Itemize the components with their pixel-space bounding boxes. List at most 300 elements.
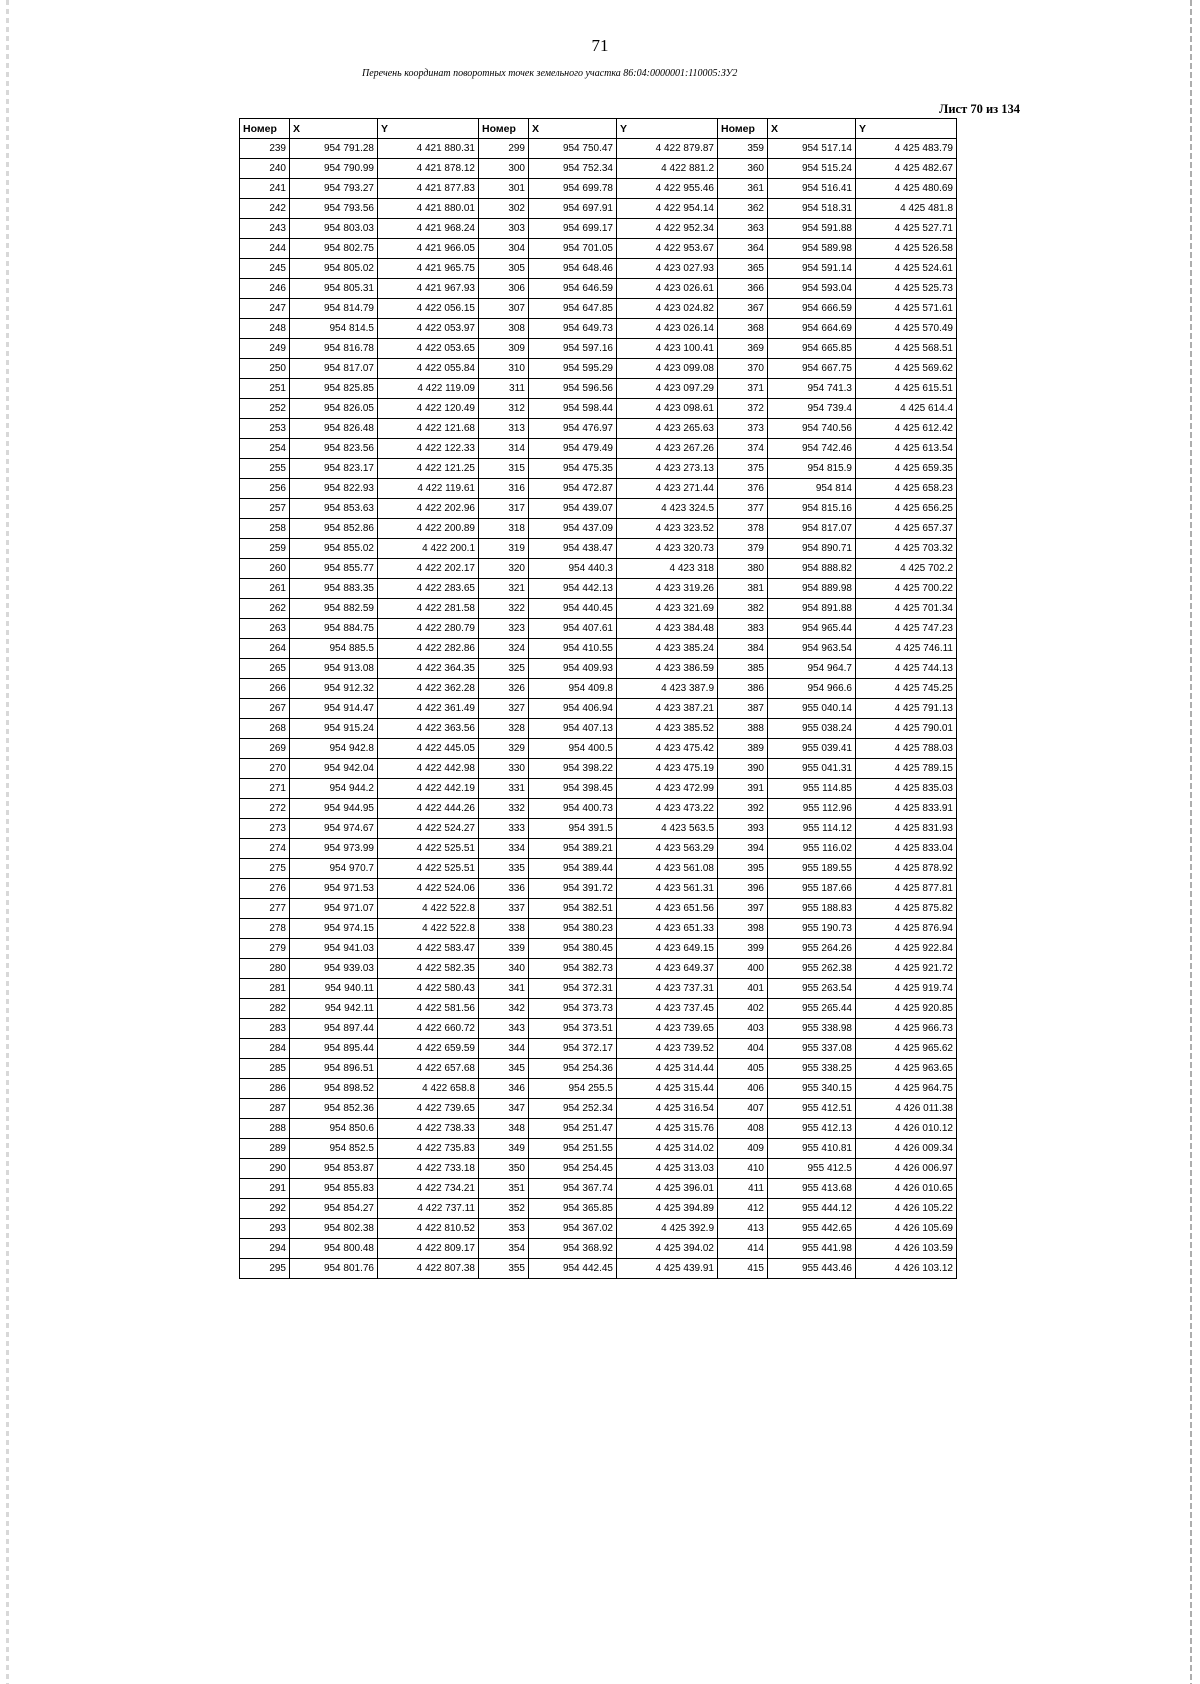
point-number-cell: 278: [240, 919, 290, 939]
table-row: [240, 539, 957, 559]
y-coordinate-cell: 4 425 394.89: [617, 1199, 718, 1219]
table-row: [240, 579, 957, 599]
x-coordinate-cell: 954 368.92: [529, 1239, 617, 1259]
y-coordinate-cell: 4 425 746.11: [856, 639, 957, 659]
y-coordinate-cell: 4 423 323.52: [617, 519, 718, 539]
point-number-cell: 261: [240, 579, 290, 599]
x-coordinate-cell: 954 882.59: [290, 599, 378, 619]
table-row: [240, 939, 957, 959]
point-number-cell: 411: [718, 1179, 768, 1199]
y-coordinate-cell: 4 425 612.42: [856, 419, 957, 439]
y-coordinate-cell: 4 425 480.69: [856, 179, 957, 199]
x-coordinate-cell: 954 438.47: [529, 539, 617, 559]
point-number-cell: 335: [479, 859, 529, 879]
y-coordinate-cell: 4 423 561.31: [617, 879, 718, 899]
y-coordinate-cell: 4 421 965.75: [378, 259, 479, 279]
point-number-cell: 332: [479, 799, 529, 819]
point-number-cell: 398: [718, 919, 768, 939]
point-number-cell: 412: [718, 1199, 768, 1219]
y-coordinate-cell: 4 425 921.72: [856, 959, 957, 979]
y-coordinate-cell: 4 423 651.56: [617, 899, 718, 919]
point-number-cell: 349: [479, 1139, 529, 1159]
y-coordinate-cell: 4 421 967.93: [378, 279, 479, 299]
x-coordinate-cell: 955 337.08: [768, 1039, 856, 1059]
point-number-cell: 319: [479, 539, 529, 559]
x-coordinate-cell: 954 852.86: [290, 519, 378, 539]
y-coordinate-cell: 4 425 833.91: [856, 799, 957, 819]
y-coordinate-cell: 4 422 581.56: [378, 999, 479, 1019]
point-number-cell: 387: [718, 699, 768, 719]
x-coordinate-cell: 955 338.25: [768, 1059, 856, 1079]
x-coordinate-cell: 954 883.35: [290, 579, 378, 599]
point-number-cell: 328: [479, 719, 529, 739]
x-coordinate-cell: 954 888.82: [768, 559, 856, 579]
x-coordinate-cell: 954 815.9: [768, 459, 856, 479]
table-row: [240, 179, 957, 199]
x-coordinate-cell: 954 382.73: [529, 959, 617, 979]
header-number-3: Номер: [718, 119, 768, 139]
x-coordinate-cell: 954 897.44: [290, 1019, 378, 1039]
x-coordinate-cell: 954 646.59: [529, 279, 617, 299]
point-number-cell: 241: [240, 179, 290, 199]
x-coordinate-cell: 954 793.56: [290, 199, 378, 219]
x-coordinate-cell: 954 939.03: [290, 959, 378, 979]
y-coordinate-cell: 4 423 027.93: [617, 259, 718, 279]
x-coordinate-cell: 954 739.4: [768, 399, 856, 419]
coordinates-table: [239, 118, 957, 1279]
point-number-cell: 318: [479, 519, 529, 539]
point-number-cell: 280: [240, 959, 290, 979]
point-number-cell: 239: [240, 139, 290, 159]
table-row: [240, 1039, 957, 1059]
x-coordinate-cell: 954 850.6: [290, 1119, 378, 1139]
x-coordinate-cell: 954 476.97: [529, 419, 617, 439]
x-coordinate-cell: 954 701.05: [529, 239, 617, 259]
y-coordinate-cell: 4 425 878.92: [856, 859, 957, 879]
table-row: [240, 759, 957, 779]
x-coordinate-cell: 954 440.45: [529, 599, 617, 619]
point-number-cell: 380: [718, 559, 768, 579]
x-coordinate-cell: 954 817.07: [290, 359, 378, 379]
y-coordinate-cell: 4 425 569.62: [856, 359, 957, 379]
x-coordinate-cell: 954 852.36: [290, 1099, 378, 1119]
table-body: [240, 139, 957, 1279]
point-number-cell: 274: [240, 839, 290, 859]
point-number-cell: 308: [479, 319, 529, 339]
x-coordinate-cell: 954 410.55: [529, 639, 617, 659]
header-number-2: Номер: [479, 119, 529, 139]
x-coordinate-cell: 954 801.76: [290, 1259, 378, 1279]
y-coordinate-cell: 4 422 525.51: [378, 859, 479, 879]
point-number-cell: 331: [479, 779, 529, 799]
y-coordinate-cell: 4 422 580.43: [378, 979, 479, 999]
point-number-cell: 364: [718, 239, 768, 259]
table-row: [240, 719, 957, 739]
x-coordinate-cell: 954 699.17: [529, 219, 617, 239]
point-number-cell: 305: [479, 259, 529, 279]
header-number-1: Номер: [240, 119, 290, 139]
x-coordinate-cell: 955 338.98: [768, 1019, 856, 1039]
point-number-cell: 355: [479, 1259, 529, 1279]
table-row: [240, 699, 957, 719]
point-number-cell: 408: [718, 1119, 768, 1139]
x-coordinate-cell: 954 518.31: [768, 199, 856, 219]
x-coordinate-cell: 954 790.99: [290, 159, 378, 179]
point-number-cell: 346: [479, 1079, 529, 1099]
x-coordinate-cell: 954 373.73: [529, 999, 617, 1019]
y-coordinate-cell: 4 422 953.67: [617, 239, 718, 259]
point-number-cell: 284: [240, 1039, 290, 1059]
y-coordinate-cell: 4 425 570.49: [856, 319, 957, 339]
y-coordinate-cell: 4 423 475.42: [617, 739, 718, 759]
x-coordinate-cell: 954 697.91: [529, 199, 617, 219]
y-coordinate-cell: 4 422 053.65: [378, 339, 479, 359]
y-coordinate-cell: 4 422 879.87: [617, 139, 718, 159]
x-coordinate-cell: 954 816.78: [290, 339, 378, 359]
y-coordinate-cell: 4 423 563.29: [617, 839, 718, 859]
y-coordinate-cell: 4 422 737.11: [378, 1199, 479, 1219]
point-number-cell: 307: [479, 299, 529, 319]
table-row: [240, 1159, 957, 1179]
y-coordinate-cell: 4 422 282.86: [378, 639, 479, 659]
x-coordinate-cell: 954 740.56: [768, 419, 856, 439]
x-coordinate-cell: 954 372.31: [529, 979, 617, 999]
point-number-cell: 403: [718, 1019, 768, 1039]
point-number-cell: 275: [240, 859, 290, 879]
table-row: [240, 959, 957, 979]
x-coordinate-cell: 954 391.72: [529, 879, 617, 899]
point-number-cell: 337: [479, 899, 529, 919]
x-coordinate-cell: 954 407.13: [529, 719, 617, 739]
point-number-cell: 267: [240, 699, 290, 719]
y-coordinate-cell: 4 422 200.1: [378, 539, 479, 559]
y-coordinate-cell: 4 425 614.4: [856, 399, 957, 419]
point-number-cell: 251: [240, 379, 290, 399]
point-number-cell: 336: [479, 879, 529, 899]
x-coordinate-cell: 954 942.11: [290, 999, 378, 1019]
y-coordinate-cell: 4 426 006.97: [856, 1159, 957, 1179]
y-coordinate-cell: 4 423 100.41: [617, 339, 718, 359]
point-number-cell: 265: [240, 659, 290, 679]
y-coordinate-cell: 4 423 321.69: [617, 599, 718, 619]
y-coordinate-cell: 4 425 833.04: [856, 839, 957, 859]
y-coordinate-cell: 4 423 737.31: [617, 979, 718, 999]
y-coordinate-cell: 4 422 660.72: [378, 1019, 479, 1039]
point-number-cell: 392: [718, 799, 768, 819]
y-coordinate-cell: 4 423 098.61: [617, 399, 718, 419]
y-coordinate-cell: 4 426 010.12: [856, 1119, 957, 1139]
y-coordinate-cell: 4 425 656.25: [856, 499, 957, 519]
point-number-cell: 281: [240, 979, 290, 999]
point-number-cell: 258: [240, 519, 290, 539]
point-number-cell: 299: [479, 139, 529, 159]
point-number-cell: 269: [240, 739, 290, 759]
x-coordinate-cell: 954 914.47: [290, 699, 378, 719]
y-coordinate-cell: 4 425 701.34: [856, 599, 957, 619]
table-row: [240, 379, 957, 399]
y-coordinate-cell: 4 425 659.35: [856, 459, 957, 479]
y-coordinate-cell: 4 422 522.8: [378, 919, 479, 939]
y-coordinate-cell: 4 423 097.29: [617, 379, 718, 399]
x-coordinate-cell: 954 598.44: [529, 399, 617, 419]
x-coordinate-cell: 955 444.12: [768, 1199, 856, 1219]
y-coordinate-cell: 4 422 444.26: [378, 799, 479, 819]
x-coordinate-cell: 955 263.54: [768, 979, 856, 999]
y-coordinate-cell: 4 425 483.79: [856, 139, 957, 159]
table-row: [240, 659, 957, 679]
x-coordinate-cell: 954 649.73: [529, 319, 617, 339]
y-coordinate-cell: 4 425 965.62: [856, 1039, 957, 1059]
point-number-cell: 366: [718, 279, 768, 299]
x-coordinate-cell: 954 891.88: [768, 599, 856, 619]
y-coordinate-cell: 4 423 472.99: [617, 779, 718, 799]
x-coordinate-cell: 954 442.45: [529, 1259, 617, 1279]
table-row: [240, 1199, 957, 1219]
y-coordinate-cell: 4 425 571.61: [856, 299, 957, 319]
point-number-cell: 399: [718, 939, 768, 959]
y-coordinate-cell: 4 426 009.34: [856, 1139, 957, 1159]
point-number-cell: 253: [240, 419, 290, 439]
point-number-cell: 257: [240, 499, 290, 519]
x-coordinate-cell: 954 884.75: [290, 619, 378, 639]
x-coordinate-cell: 954 912.32: [290, 679, 378, 699]
x-coordinate-cell: 954 940.11: [290, 979, 378, 999]
table-row: [240, 279, 957, 299]
point-number-cell: 407: [718, 1099, 768, 1119]
y-coordinate-cell: 4 422 954.14: [617, 199, 718, 219]
y-coordinate-cell: 4 425 527.71: [856, 219, 957, 239]
x-coordinate-cell: 955 189.55: [768, 859, 856, 879]
x-coordinate-cell: 954 367.74: [529, 1179, 617, 1199]
y-coordinate-cell: 4 422 121.68: [378, 419, 479, 439]
point-number-cell: 370: [718, 359, 768, 379]
x-coordinate-cell: 954 597.16: [529, 339, 617, 359]
y-coordinate-cell: 4 425 703.32: [856, 539, 957, 559]
y-coordinate-cell: 4 423 267.26: [617, 439, 718, 459]
point-number-cell: 247: [240, 299, 290, 319]
y-coordinate-cell: 4 425 657.37: [856, 519, 957, 539]
x-coordinate-cell: 954 885.5: [290, 639, 378, 659]
x-coordinate-cell: 954 372.17: [529, 1039, 617, 1059]
point-number-cell: 254: [240, 439, 290, 459]
x-coordinate-cell: 954 398.22: [529, 759, 617, 779]
y-coordinate-cell: 4 425 875.82: [856, 899, 957, 919]
point-number-cell: 338: [479, 919, 529, 939]
x-coordinate-cell: 954 251.47: [529, 1119, 617, 1139]
x-coordinate-cell: 955 114.85: [768, 779, 856, 799]
y-coordinate-cell: 4 423 649.37: [617, 959, 718, 979]
y-coordinate-cell: 4 421 880.01: [378, 199, 479, 219]
y-coordinate-cell: 4 422 952.34: [617, 219, 718, 239]
point-number-cell: 291: [240, 1179, 290, 1199]
y-coordinate-cell: 4 423 385.24: [617, 639, 718, 659]
y-coordinate-cell: 4 422 362.28: [378, 679, 479, 699]
x-coordinate-cell: 955 262.38: [768, 959, 856, 979]
x-coordinate-cell: 954 440.3: [529, 559, 617, 579]
table-header-row: [240, 119, 957, 139]
point-number-cell: 365: [718, 259, 768, 279]
point-number-cell: 246: [240, 279, 290, 299]
y-coordinate-cell: 4 421 966.05: [378, 239, 479, 259]
y-coordinate-cell: 4 422 810.52: [378, 1219, 479, 1239]
x-coordinate-cell: 954 944.95: [290, 799, 378, 819]
point-number-cell: 388: [718, 719, 768, 739]
point-number-cell: 378: [718, 519, 768, 539]
point-number-cell: 270: [240, 759, 290, 779]
x-coordinate-cell: 954 515.24: [768, 159, 856, 179]
point-number-cell: 282: [240, 999, 290, 1019]
point-number-cell: 400: [718, 959, 768, 979]
point-number-cell: 367: [718, 299, 768, 319]
point-number-cell: 288: [240, 1119, 290, 1139]
x-coordinate-cell: 954 815.16: [768, 499, 856, 519]
y-coordinate-cell: 4 422 445.05: [378, 739, 479, 759]
x-coordinate-cell: 955 038.24: [768, 719, 856, 739]
y-coordinate-cell: 4 422 809.17: [378, 1239, 479, 1259]
point-number-cell: 343: [479, 1019, 529, 1039]
y-coordinate-cell: 4 421 880.31: [378, 139, 479, 159]
point-number-cell: 294: [240, 1239, 290, 1259]
x-coordinate-cell: 954 855.77: [290, 559, 378, 579]
table-row: [240, 1119, 957, 1139]
x-coordinate-cell: 954 475.35: [529, 459, 617, 479]
x-coordinate-cell: 954 853.63: [290, 499, 378, 519]
point-number-cell: 283: [240, 1019, 290, 1039]
y-coordinate-cell: 4 426 105.69: [856, 1219, 957, 1239]
y-coordinate-cell: 4 426 010.65: [856, 1179, 957, 1199]
point-number-cell: 360: [718, 159, 768, 179]
x-coordinate-cell: 954 409.93: [529, 659, 617, 679]
x-coordinate-cell: 955 412.5: [768, 1159, 856, 1179]
x-coordinate-cell: 954 439.07: [529, 499, 617, 519]
y-coordinate-cell: 4 422 056.15: [378, 299, 479, 319]
point-number-cell: 293: [240, 1219, 290, 1239]
point-number-cell: 306: [479, 279, 529, 299]
point-number-cell: 342: [479, 999, 529, 1019]
x-coordinate-cell: 954 853.87: [290, 1159, 378, 1179]
y-coordinate-cell: 4 422 442.19: [378, 779, 479, 799]
y-coordinate-cell: 4 422 658.8: [378, 1079, 479, 1099]
point-number-cell: 404: [718, 1039, 768, 1059]
x-coordinate-cell: 954 742.46: [768, 439, 856, 459]
x-coordinate-cell: 954 802.38: [290, 1219, 378, 1239]
point-number-cell: 396: [718, 879, 768, 899]
point-number-cell: 393: [718, 819, 768, 839]
y-coordinate-cell: 4 422 738.33: [378, 1119, 479, 1139]
table-row: [240, 619, 957, 639]
table-row: [240, 779, 957, 799]
x-coordinate-cell: 954 822.93: [290, 479, 378, 499]
point-number-cell: 325: [479, 659, 529, 679]
y-coordinate-cell: 4 425 524.61: [856, 259, 957, 279]
x-coordinate-cell: 954 896.51: [290, 1059, 378, 1079]
y-coordinate-cell: 4 423 473.22: [617, 799, 718, 819]
table-row: [240, 299, 957, 319]
point-number-cell: 348: [479, 1119, 529, 1139]
x-coordinate-cell: 954 942.04: [290, 759, 378, 779]
point-number-cell: 322: [479, 599, 529, 619]
y-coordinate-cell: 4 423 385.52: [617, 719, 718, 739]
y-coordinate-cell: 4 423 384.48: [617, 619, 718, 639]
point-number-cell: 384: [718, 639, 768, 659]
point-number-cell: 245: [240, 259, 290, 279]
y-coordinate-cell: 4 422 955.46: [617, 179, 718, 199]
point-number-cell: 334: [479, 839, 529, 859]
point-number-cell: 341: [479, 979, 529, 999]
y-coordinate-cell: 4 425 314.44: [617, 1059, 718, 1079]
y-coordinate-cell: 4 423 475.19: [617, 759, 718, 779]
x-coordinate-cell: 954 805.02: [290, 259, 378, 279]
x-coordinate-cell: 954 699.78: [529, 179, 617, 199]
y-coordinate-cell: 4 423 265.63: [617, 419, 718, 439]
point-number-cell: 286: [240, 1079, 290, 1099]
point-number-cell: 347: [479, 1099, 529, 1119]
x-coordinate-cell: 955 041.31: [768, 759, 856, 779]
y-coordinate-cell: 4 425 963.65: [856, 1059, 957, 1079]
y-coordinate-cell: 4 422 734.21: [378, 1179, 479, 1199]
y-coordinate-cell: 4 422 739.65: [378, 1099, 479, 1119]
point-number-cell: 410: [718, 1159, 768, 1179]
x-coordinate-cell: 954 854.27: [290, 1199, 378, 1219]
y-coordinate-cell: 4 423 026.14: [617, 319, 718, 339]
point-number-cell: 243: [240, 219, 290, 239]
table-row: [240, 859, 957, 879]
point-number-cell: 268: [240, 719, 290, 739]
y-coordinate-cell: 4 421 968.24: [378, 219, 479, 239]
x-coordinate-cell: 954 389.44: [529, 859, 617, 879]
y-coordinate-cell: 4 422 364.35: [378, 659, 479, 679]
x-coordinate-cell: 955 441.98: [768, 1239, 856, 1259]
point-number-cell: 329: [479, 739, 529, 759]
y-coordinate-cell: 4 423 271.44: [617, 479, 718, 499]
point-number-cell: 344: [479, 1039, 529, 1059]
y-coordinate-cell: 4 425 316.54: [617, 1099, 718, 1119]
y-coordinate-cell: 4 425 394.02: [617, 1239, 718, 1259]
y-coordinate-cell: 4 422 524.06: [378, 879, 479, 899]
point-number-cell: 409: [718, 1139, 768, 1159]
table-row: [240, 519, 957, 539]
point-number-cell: 287: [240, 1099, 290, 1119]
table-row: [240, 639, 957, 659]
point-number-cell: 382: [718, 599, 768, 619]
point-number-cell: 353: [479, 1219, 529, 1239]
x-coordinate-cell: 954 591.14: [768, 259, 856, 279]
x-coordinate-cell: 954 941.03: [290, 939, 378, 959]
point-number-cell: 277: [240, 899, 290, 919]
y-coordinate-cell: 4 425 315.44: [617, 1079, 718, 1099]
point-number-cell: 292: [240, 1199, 290, 1219]
point-number-cell: 368: [718, 319, 768, 339]
point-number-cell: 340: [479, 959, 529, 979]
point-number-cell: 301: [479, 179, 529, 199]
y-coordinate-cell: 4 425 439.91: [617, 1259, 718, 1279]
y-coordinate-cell: 4 425 314.02: [617, 1139, 718, 1159]
table-row: [240, 1219, 957, 1239]
table-row: [240, 899, 957, 919]
x-coordinate-cell: 954 852.5: [290, 1139, 378, 1159]
y-coordinate-cell: 4 425 613.54: [856, 439, 957, 459]
y-coordinate-cell: 4 425 313.03: [617, 1159, 718, 1179]
point-number-cell: 402: [718, 999, 768, 1019]
table-row: [240, 1079, 957, 1099]
y-coordinate-cell: 4 425 791.13: [856, 699, 957, 719]
x-coordinate-cell: 954 750.47: [529, 139, 617, 159]
point-number-cell: 350: [479, 1159, 529, 1179]
point-number-cell: 383: [718, 619, 768, 639]
point-number-cell: 406: [718, 1079, 768, 1099]
point-number-cell: 248: [240, 319, 290, 339]
point-number-cell: 304: [479, 239, 529, 259]
